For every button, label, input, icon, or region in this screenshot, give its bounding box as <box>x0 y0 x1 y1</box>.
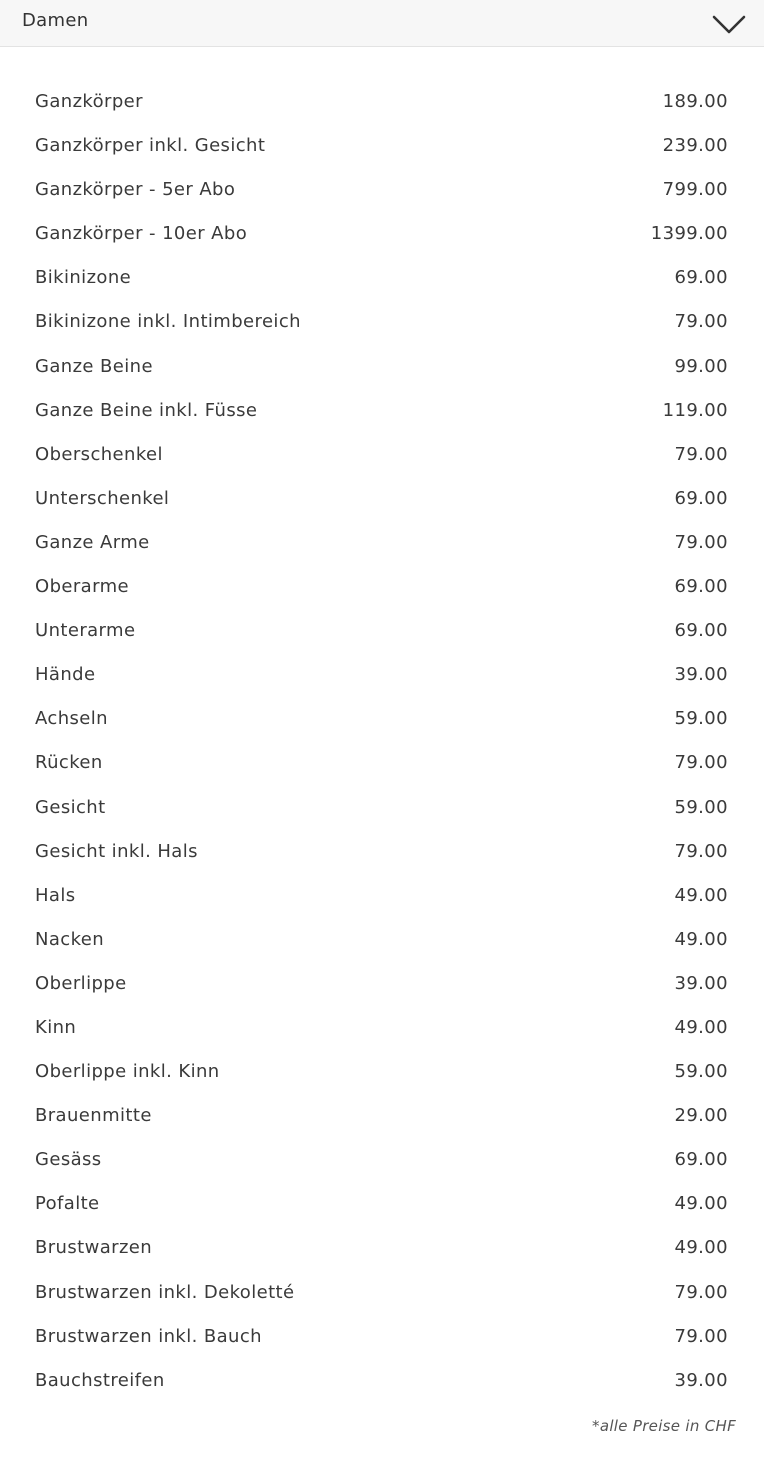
price-row <box>0 1006 764 1050</box>
treatment-price: 799.00 <box>662 179 728 201</box>
treatment-price: 69.00 <box>674 1149 728 1171</box>
price-row <box>0 389 764 433</box>
treatment-name: Hals <box>35 884 76 906</box>
price-row <box>0 786 764 830</box>
price-row <box>0 1094 764 1138</box>
treatment-name: Oberschenkel <box>35 443 163 465</box>
treatment-name: Rücken <box>35 752 103 774</box>
treatment-price: 69.00 <box>674 576 728 598</box>
price-row <box>0 962 764 1006</box>
treatment-price: 69.00 <box>674 487 728 509</box>
price-row <box>0 300 764 344</box>
treatment-name: Bauchstreifen <box>35 1369 165 1391</box>
price-row <box>0 741 764 785</box>
treatment-name: Ganze Beine <box>35 355 153 377</box>
treatment-name: Ganzkörper <box>35 91 143 112</box>
treatment-name: Gesicht <box>35 796 106 818</box>
treatment-price: 79.00 <box>674 840 728 862</box>
treatment-name: Kinn <box>35 1016 77 1038</box>
price-row <box>0 874 764 918</box>
treatment-name: Gesäss <box>35 1149 102 1171</box>
treatment-price: 39.00 <box>674 1369 728 1391</box>
price-row <box>0 124 764 168</box>
treatment-price: 79.00 <box>674 443 728 465</box>
treatment-name: Achseln <box>35 708 108 730</box>
price-row <box>0 565 764 609</box>
treatment-price: 239.00 <box>662 135 728 157</box>
treatment-name: Ganzkörper inkl. Gesicht <box>35 135 266 157</box>
price-row <box>0 918 764 962</box>
treatment-price: 39.00 <box>674 972 728 994</box>
price-row <box>0 697 764 741</box>
treatment-price: 79.00 <box>674 1325 728 1347</box>
treatment-name: Ganzkörper - 10er Abo <box>35 223 248 245</box>
treatment-price: 59.00 <box>674 1061 728 1083</box>
treatment-price: 1399.00 <box>650 223 728 245</box>
treatment-name: Brustwarzen inkl. Bauch <box>35 1325 262 1347</box>
treatment-price: 39.00 <box>674 664 728 686</box>
price-row <box>0 477 764 521</box>
price-row <box>0 609 764 653</box>
chevron-down-icon[interactable] <box>712 14 746 34</box>
treatment-name: Ganze Arme <box>35 531 150 553</box>
treatment-price: 49.00 <box>674 1016 728 1038</box>
price-row <box>0 1271 764 1315</box>
treatment-price: 189.00 <box>662 91 728 112</box>
treatment-name: Ganzkörper - 5er Abo <box>35 179 236 201</box>
treatment-price: 49.00 <box>674 928 728 950</box>
price-row <box>0 653 764 697</box>
treatment-name: Oberlippe inkl. Kinn <box>35 1061 220 1083</box>
price-row <box>0 1050 764 1094</box>
treatment-name: Nacken <box>35 928 105 950</box>
treatment-name: Bikinizone inkl. Intimbereich <box>35 311 301 333</box>
treatment-name: Hände <box>35 664 96 686</box>
price-row <box>0 1315 764 1359</box>
treatment-name: Brauenmitte <box>35 1105 152 1127</box>
treatment-price: 59.00 <box>674 796 728 818</box>
treatment-name: Oberarme <box>35 576 129 598</box>
treatment-name: Brustwarzen <box>35 1237 153 1259</box>
treatment-name: Unterschenkel <box>35 487 170 509</box>
price-row <box>0 80 764 124</box>
price-row <box>0 212 764 256</box>
treatment-price: 49.00 <box>674 1237 728 1259</box>
treatment-price: 69.00 <box>674 267 728 289</box>
treatment-name: Brustwarzen inkl. Dekoletté <box>35 1281 295 1303</box>
treatment-name: Unterarme <box>35 620 136 642</box>
price-row <box>0 168 764 212</box>
treatment-name: Ganze Beine inkl. Füsse <box>35 399 258 421</box>
price-row <box>0 345 764 389</box>
price-row <box>0 1182 764 1226</box>
treatment-price: 79.00 <box>674 531 728 553</box>
treatment-price: 59.00 <box>674 708 728 730</box>
accordion-title: Damen <box>22 10 89 31</box>
treatment-name: Pofalte <box>35 1193 100 1215</box>
price-row <box>0 256 764 300</box>
price-row <box>0 830 764 874</box>
price-row <box>0 1226 764 1270</box>
price-list <box>0 80 764 1403</box>
treatment-price: 69.00 <box>674 620 728 642</box>
price-footnote: *alle Preise in CHF <box>592 1417 736 1435</box>
treatment-name: Bikinizone <box>35 267 132 289</box>
treatment-price: 79.00 <box>674 311 728 333</box>
accordion-header-damen[interactable] <box>0 0 764 47</box>
treatment-price: 79.00 <box>674 1281 728 1303</box>
price-row <box>0 521 764 565</box>
treatment-name: Oberlippe <box>35 972 127 994</box>
treatment-price: 119.00 <box>662 399 728 421</box>
treatment-price: 49.00 <box>674 884 728 906</box>
treatment-price: 29.00 <box>674 1105 728 1127</box>
price-row <box>0 1359 764 1403</box>
treatment-name: Gesicht inkl. Hals <box>35 840 198 862</box>
treatment-price: 99.00 <box>674 355 728 377</box>
price-row <box>0 1138 764 1182</box>
price-row <box>0 433 764 477</box>
treatment-price: 49.00 <box>674 1193 728 1215</box>
treatment-price: 79.00 <box>674 752 728 774</box>
